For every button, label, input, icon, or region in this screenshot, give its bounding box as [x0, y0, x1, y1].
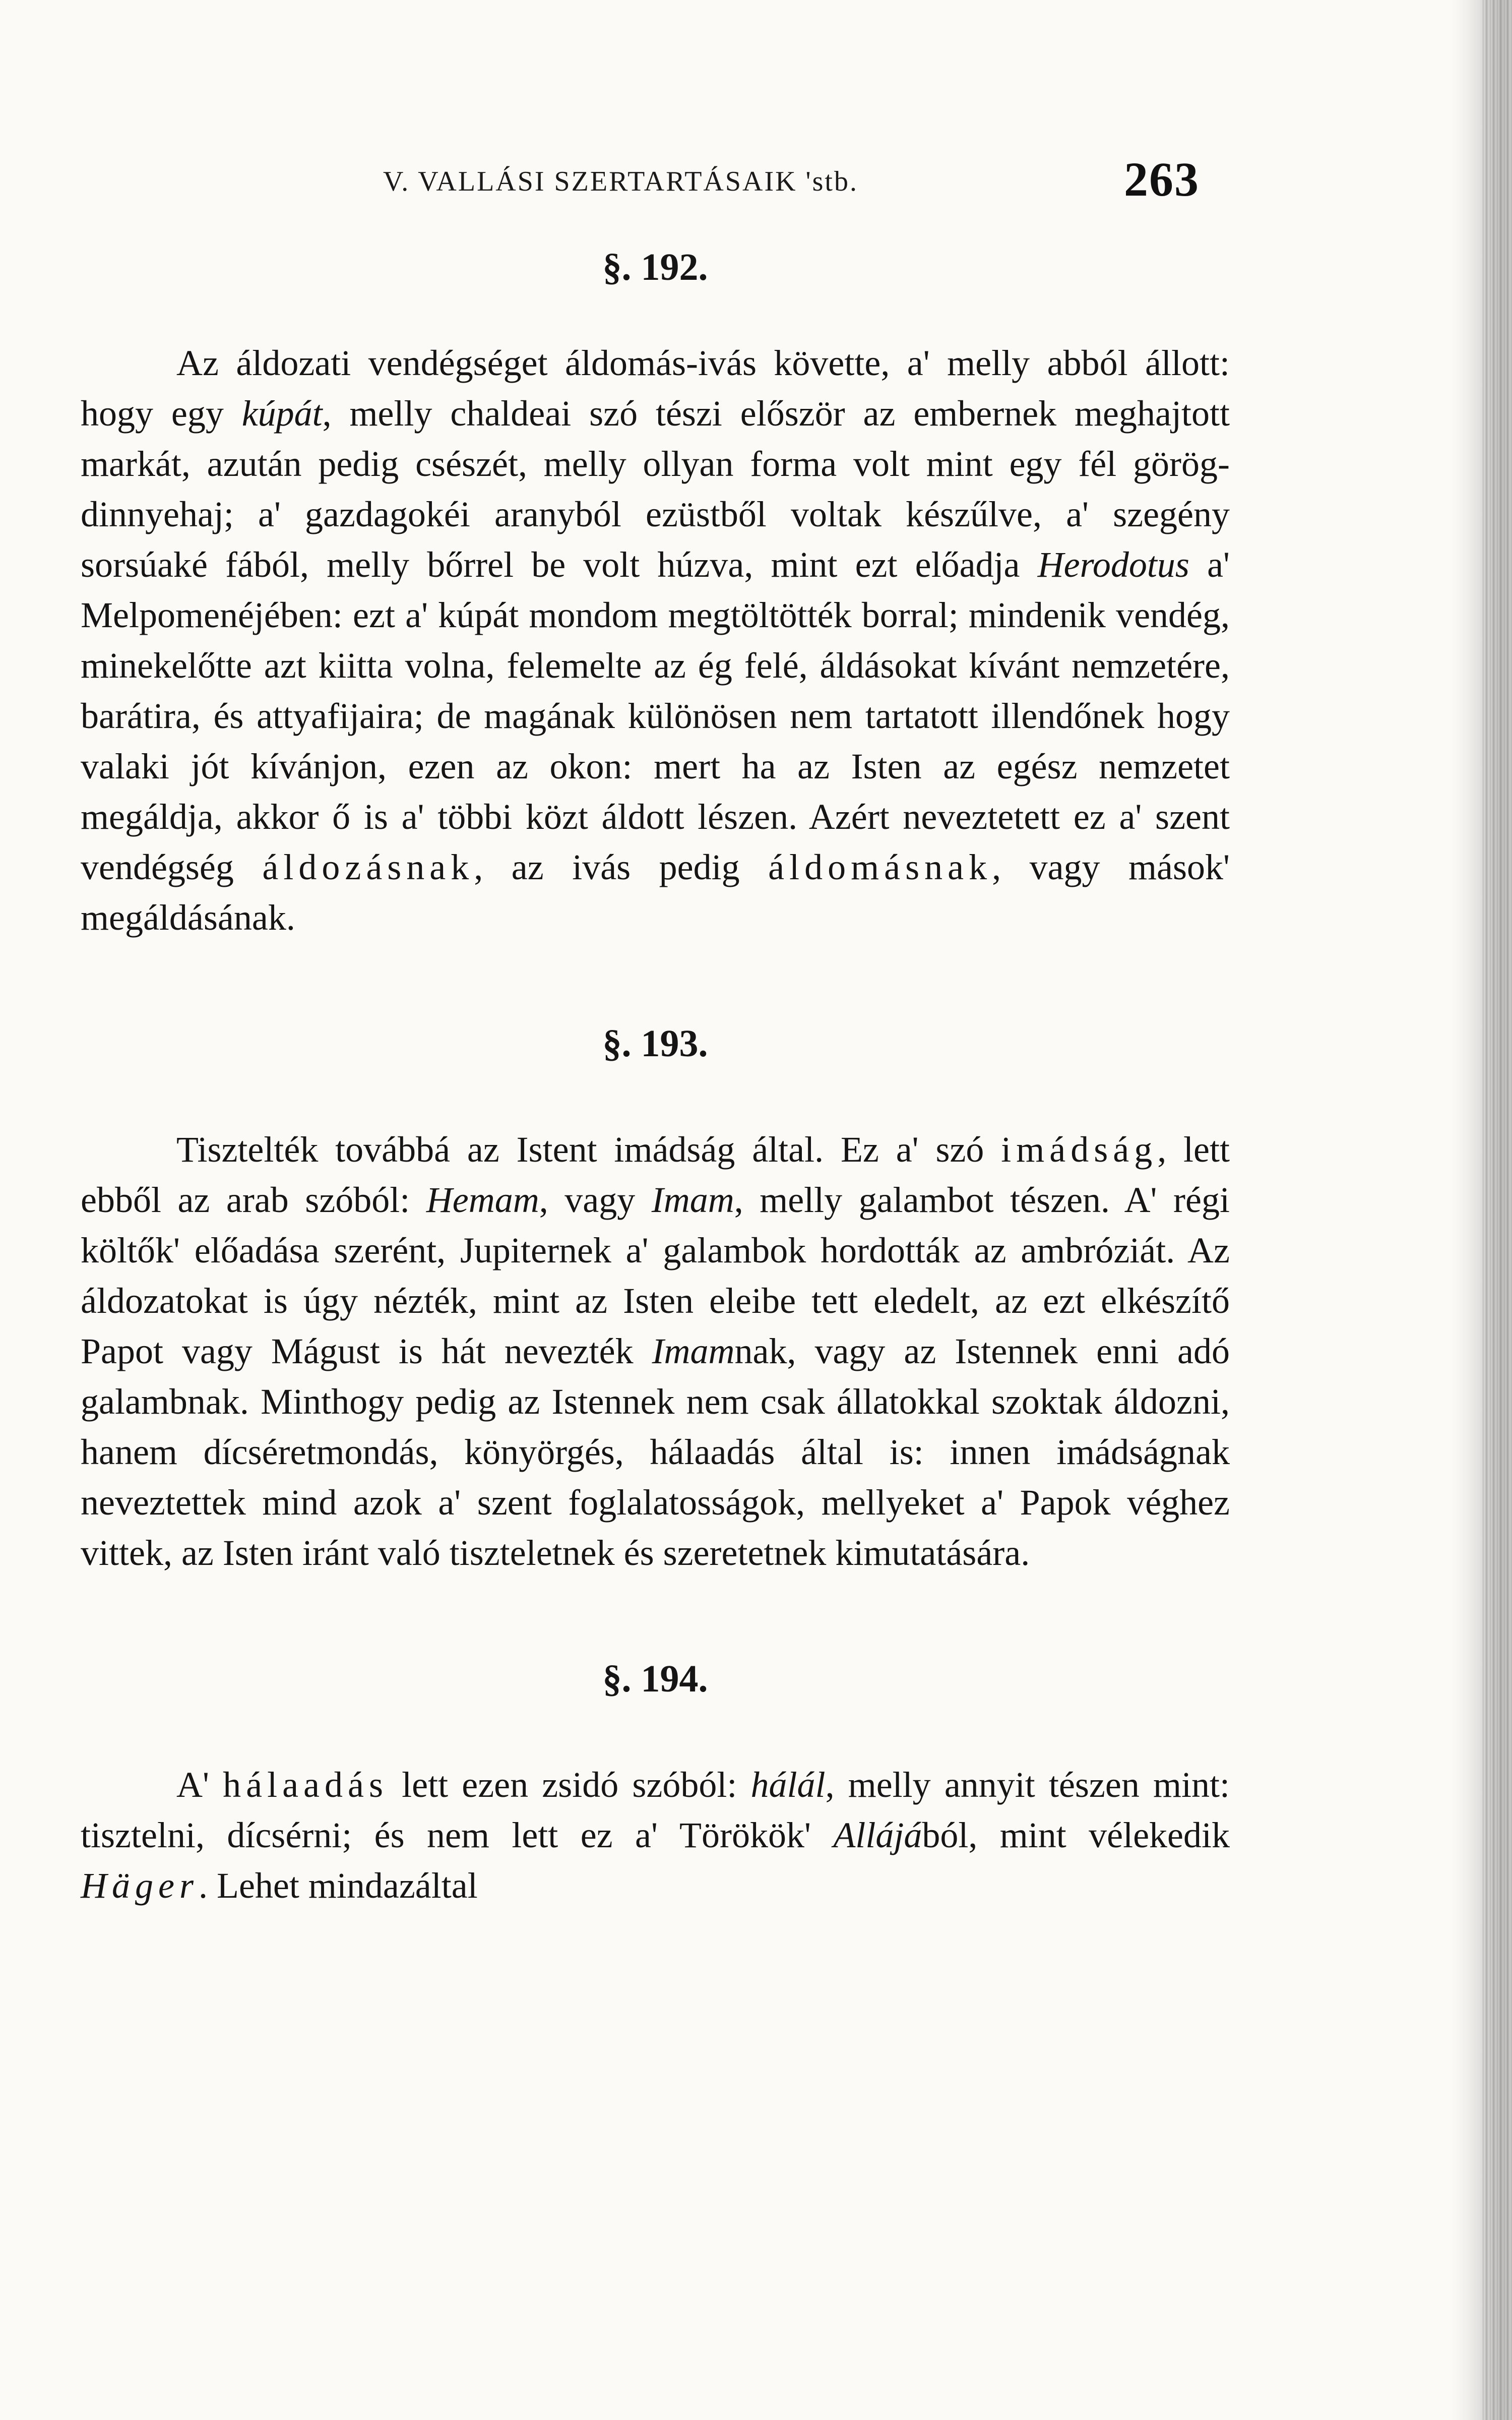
section-paragraph-194: [81, 1760, 1230, 1911]
section-paragraph-193: [81, 1124, 1230, 1578]
binding-edge-stripes: [1482, 0, 1512, 2420]
text-run: , melly galambot tészen. A' régi költők' előadása szerént, Jupiternek a' galambok hordották az ambróziát. Az áldozatokat is úgy nézték, mint az Isten eleibe tett eledelt, az ezt elkészítő Papot vagy Mágust is hát nevezték: [81, 1180, 1230, 1371]
running-head: [383, 151, 1200, 217]
text-run: Tisztelték továbbá az Istent imádság által. Ez a' szó: [176, 1129, 1001, 1170]
text-run: , vagy: [539, 1180, 652, 1220]
emphasis-allaja: Allájá: [833, 1815, 922, 1855]
section-paragraph-192: [81, 338, 1230, 943]
body-text: [81, 242, 1230, 1911]
text-run: , vagy mások' megáldásának.: [81, 847, 1230, 938]
emphasis-herodotus: Herodotus: [1037, 544, 1189, 585]
spaced-aldozasnak: áldozásnak: [262, 847, 474, 887]
text-run: , lett ebből az arab szóból:: [81, 1129, 1230, 1220]
text-run: , melly annyit tészen mint: tisztelni, dícsérni; és nem lett ez a' Törökök': [81, 1765, 1230, 1855]
emphasis-halal: hálál: [750, 1765, 826, 1805]
text-run: , melly chaldeai szó tészi először az embernek meghajtott markát, azután pedig csészét, melly ollyan forma volt mint egy fél görög-dinnyehaj; a' gazdagokéi aranyból ezüstből voltak készűlve, a' szegény sorsúaké fából, melly bőrrel be volt húzva, mint ezt előadja: [81, 393, 1230, 585]
spaced-aldomasnak: áldomásnak: [768, 847, 992, 887]
spaced-halaadas: hálaadás: [223, 1765, 388, 1805]
text-run: lett ezen zsidó szóból:: [388, 1765, 751, 1805]
text-run: , az ivás pedig: [474, 847, 769, 887]
emphasis-hemam: Hemam: [426, 1180, 539, 1220]
emphasis-imamnak: Imam: [652, 1331, 735, 1371]
emphasis-kupat: kúpát: [241, 393, 323, 434]
text-run: . Lehet mindazáltal: [198, 1865, 478, 1906]
section-heading-194: §. 194.: [602, 1658, 708, 1700]
text-run: nak, vagy az Istennek enni adó galambnak. Minthogy pedig az Istennek nem csak állatokkal szoktak áldozni, hanem dícséretmondás, könyörgés, hálaadás által is: innen imádságnak neveztettek mind azok a' szent foglalatosságok, mellyeket a' Papok véghez vittek, az Isten iránt való tiszteletnek és szeretetnek kimutatására.: [81, 1331, 1230, 1573]
text-run: a' Melpomenéjében: ezt a' kúpát mondom megtöltötték borral; mindenik vendég, minekelőtte azt kiitta volna, felemelte az ég felé, áldásokat kívánt nemzetére, barátira, és attyafijaira; de magának különösen nem tartatott illendőnek hogy valaki jót kívánjon, ezen az okon: mert ha az Isten az egész nemzetet megáldja, akkor ő is a' többi közt áldott lészen. Azért neveztetett ez a' szent vendégség: [81, 544, 1230, 887]
section-heading-193: §. 193.: [602, 1022, 708, 1065]
running-title: V. VALLÁSI SZERTARTÁSAIK 'stb.: [383, 166, 858, 197]
spaced-imadsag: imádság: [1001, 1129, 1158, 1170]
text-run: A': [176, 1765, 223, 1805]
text-run: Az áldozati vendégséget áldomás-ivás követte, a' melly abból állott: hogy egy: [81, 343, 1230, 434]
section-heading-192: §. 192.: [602, 246, 708, 288]
text-run: ból, mint vélekedik: [922, 1815, 1230, 1855]
page-number: 263: [1124, 152, 1200, 206]
emphasis-imam: Imam: [651, 1180, 734, 1220]
emphasis-hager: Häger: [81, 1865, 199, 1906]
